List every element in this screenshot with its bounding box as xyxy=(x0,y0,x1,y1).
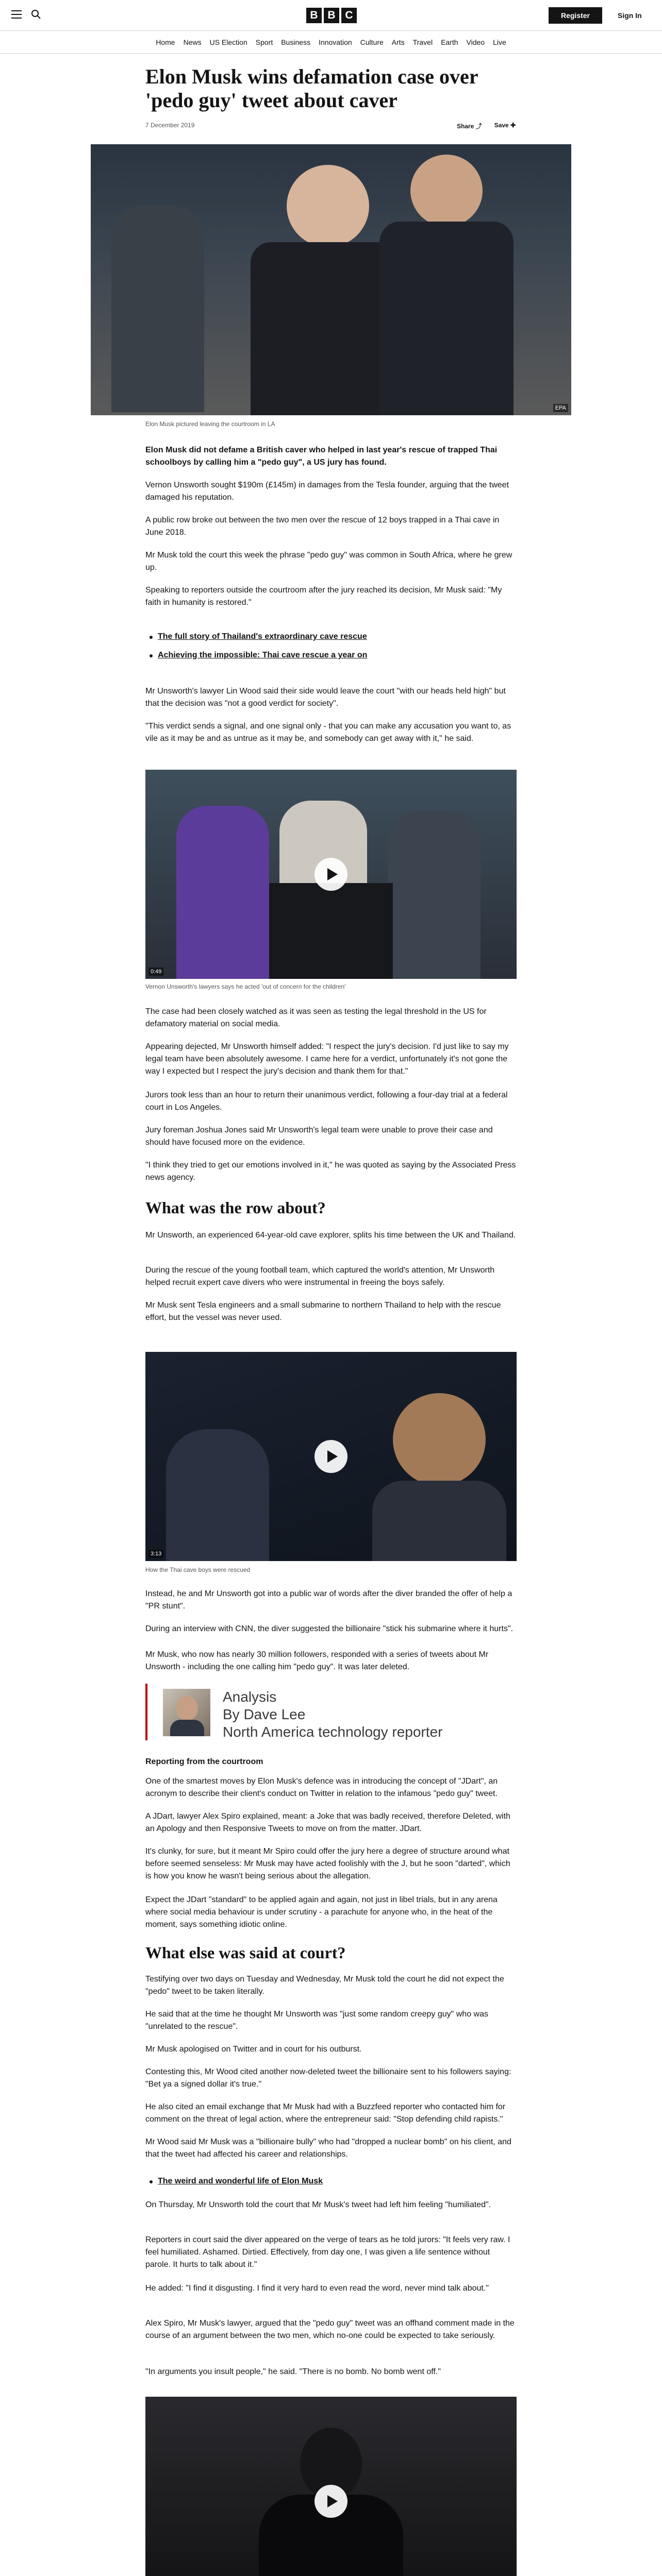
related-link[interactable]: The full story of Thailand's extraordinary cave rescue xyxy=(158,631,514,643)
nav-item[interactable]: Video xyxy=(466,38,485,46)
paragraph: Mr Unsworth, an experienced 64-year-old cave explorer, splits his time between the UK and Thailand. xyxy=(145,1231,516,1240)
register-button[interactable]: Register xyxy=(549,7,602,24)
paragraph: Reporters in court said the diver appeared on the verge of tears as he told jurors: "It feels very raw. I feel humiliated. Ashamed. Dirtied. Effectively, from day one, I was given a life sentence without parole. It hurts to talk about it." xyxy=(145,2235,510,2269)
paragraph: Testifying over two days on Tuesday and Wednesday, Mr Musk told the court he did not expect the "pedo" tweet to be taken literally. xyxy=(145,1975,504,1996)
avatar xyxy=(163,1689,210,1736)
intro-paragraph: Elon Musk did not defame a British caver who helped in last year's rescue of trapped Thai schoolboys by calling him a "pedo guy", a US jury has found. xyxy=(145,446,498,467)
paragraph: During an interview with CNN, the diver suggested the billionaire "stick his submarine where it hurts". xyxy=(145,1624,514,1633)
paragraph: It's clunky, for sure, but it meant Mr Spiro could offer the jury here a degree of structure around what before seemed senseless: Mr Musk may have acted foolishly with the J, but he soon "darted", which is how you know he wasn't being serious about the allegation. xyxy=(145,1847,510,1880)
share-button[interactable]: Share ⤴ xyxy=(457,123,482,130)
paragraph: "In arguments you insult people," he said. "There is no bomb. No bomb went off." xyxy=(145,2367,441,2376)
nav-item[interactable]: Live xyxy=(493,38,506,46)
paragraph: Instead, he and Mr Unsworth got into a public war of words after the diver branded the offer of help a "PR stunt". xyxy=(145,1589,512,1611)
video-caption: How the Thai cave boys were rescued xyxy=(145,1566,251,1573)
paragraph: Mr Wood said Mr Musk was a "billionaire bully" who had "dropped a nuclear bomb" on his client, and that the tweet had affected his career and relationships. xyxy=(145,2138,511,2159)
hero-caption: Elon Musk pictured leaving the courtroom in LA xyxy=(145,420,275,428)
video-player[interactable] xyxy=(145,2397,517,2576)
paragraph: The case had been closely watched as it was seen as testing the legal threshold in the US for defamatory material on social media. xyxy=(145,1007,487,1028)
analysis-heading: Reporting from the courtroom xyxy=(145,1757,263,1766)
paragraph: Mr Musk sent Tesla engineers and a small submarine to northern Thailand to help with the rescue effort, but the vessel was never used. xyxy=(145,1301,501,1322)
section-heading: What else was said at court? xyxy=(145,1943,346,1962)
play-icon[interactable] xyxy=(315,2485,347,2518)
paragraph: During the rescue of the young football team, which captured the world's attention, Mr Unsworth helped recruit expert cave divers who were instrumental in freeing the boys safely. xyxy=(145,1266,495,1287)
nav-item[interactable]: Home xyxy=(156,38,175,46)
nav-item[interactable]: Arts xyxy=(391,38,405,46)
paragraph: Mr Unsworth's lawyer Lin Wood said their side would leave the court "with our heads held high" but that the decision was "not a good verdict for society". xyxy=(145,687,506,708)
paragraph: Alex Spiro, Mr Musk's lawyer, argued that the "pedo guy" tweet was an offhand comment made in the course of an argument between the two men, which no-one could be expected to take seriously. xyxy=(145,2319,515,2340)
hero-image xyxy=(91,144,571,415)
paragraph: One of the smartest moves by Elon Musk's defence was in introducing the concept of "JDart", an acronym to describe their client's conduct on Twitter in relation to the infamous "pedo guy" tweet. xyxy=(145,1777,498,1798)
paragraph: He added: "I find it disgusting. I find it very hard to even read the word, never mind talk about." xyxy=(145,2284,489,2293)
video-player[interactable] xyxy=(145,770,517,979)
paragraph: Jury foreman Joshua Jones said Mr Unsworth's legal team were unable to prove their case and should have focused more on the evidence. xyxy=(145,1126,493,1147)
section-heading: What was the row about? xyxy=(145,1198,326,1217)
analysis-label: Analysis xyxy=(223,1689,277,1705)
paragraph: Jurors took less than an hour to return their unanimous verdict, following a four-day trial at a federal court in Los Angeles. xyxy=(145,1091,508,1112)
nav-item[interactable]: Sport xyxy=(255,38,273,46)
signin-link[interactable]: Sign In xyxy=(618,11,642,20)
bbc-logo[interactable]: B B C xyxy=(306,8,357,23)
nav-item[interactable]: Business xyxy=(281,38,311,46)
paragraph: Mr Musk, who now has nearly 30 million followers, responded with a series of tweets about Mr Unsworth - including the one calling him "pedo guy". It was later deleted. xyxy=(145,1650,489,1671)
video-caption: Vernon Unsworth's lawyers says he acted 'out of concern for the children' xyxy=(145,983,346,990)
nav-item[interactable]: Innovation xyxy=(319,38,352,46)
related-link[interactable]: Achieving the impossible: Thai cave rescue a year on xyxy=(158,649,514,662)
paragraph: Appearing dejected, Mr Unsworth himself added: "I respect the jury's decision. I'd just like to say my legal team have been absolutely awesome. I came here for a verdict, unfortunately it's not gone the way I expected but I respect the jury's decision and thank them for that." xyxy=(145,1042,509,1076)
nav-item[interactable]: Travel xyxy=(412,38,433,46)
video-duration: 3:13 xyxy=(148,1550,163,1558)
paragraph: A public row broke out between the two men over the rescue of 12 boys trapped in a Thai cave in June 2018. xyxy=(145,516,500,537)
paragraph: Speaking to reporters outside the courtroom after the jury reached its decision, Mr Musk said: "My faith in humanity is restored." xyxy=(145,586,502,607)
analysis-box xyxy=(145,1684,517,1740)
video-duration: 0:49 xyxy=(148,968,163,976)
article-date: 7 December 2019 xyxy=(145,122,195,129)
paragraph: Mr Musk told the court this week the phrase "pedo guy" was common in South Africa, where he grew up. xyxy=(145,551,512,572)
article-title: Elon Musk wins defamation case over 'pedo guy' tweet about caver xyxy=(145,65,478,112)
paragraph: He also cited an email exchange that Mr Musk had with a Buzzfeed reporter who contacted him for comment on the threat of legal action, where the entrepreneur said: "Stop defending child rapists." xyxy=(145,2103,506,2124)
paragraph: Vernon Unsworth sought $190m (£145m) in damages from the Tesla founder, arguing that the tweet damaged his reputation. xyxy=(145,481,509,502)
main-nav xyxy=(0,31,662,54)
nav-item[interactable]: News xyxy=(183,38,202,46)
paragraph: He said that at the time he thought Mr Unsworth was "just some random creepy guy" who was "unrelated to the rescue". xyxy=(145,2010,488,2031)
analysis-role: North America technology reporter xyxy=(223,1724,443,1740)
paragraph: On Thursday, Mr Unsworth told the court that Mr Musk's tweet had left him feeling "humiliated". xyxy=(145,2200,491,2209)
play-icon[interactable] xyxy=(315,858,347,891)
image-credit: EPA xyxy=(553,404,568,412)
menu-icon[interactable] xyxy=(11,10,22,19)
play-icon[interactable] xyxy=(315,1440,347,1473)
paragraph: A JDart, lawyer Alex Spiro explained, meant: a Joke that was badly received, therefore Deleted, with an Apology and then Responsive Tweets to move on from the matter. JDart. xyxy=(145,1812,510,1833)
nav-item[interactable]: Culture xyxy=(360,38,384,46)
paragraph: Mr Musk apologised on Twitter and in court for his outburst. xyxy=(145,2045,362,2054)
paragraph: Expect the JDart "standard" to be applied again and again, not just in libel trials, but in any arena where social media behaviour is under scrutiny - a parachute for anyone who, in the heat of the moment, says something idiotic online. xyxy=(145,1895,498,1929)
top-bar xyxy=(0,0,662,31)
analysis-author: By Dave Lee xyxy=(223,1706,306,1722)
search-icon[interactable] xyxy=(31,9,41,20)
nav-item[interactable]: US Election xyxy=(209,38,247,46)
related-link[interactable]: The weird and wonderful life of Elon Musk xyxy=(158,2175,514,2188)
paragraph: Contesting this, Mr Wood cited another now-deleted tweet the billionaire sent to his followers saying: "Bet ya a signed dollar it's true." xyxy=(145,2067,511,2089)
paragraph: "I think they tried to get our emotions involved in it," he was quoted as saying by the Associated Press news agency. xyxy=(145,1161,516,1182)
save-button[interactable]: Save ✚ xyxy=(494,122,516,129)
paragraph: "This verdict sends a signal, and one signal only - that you can make any accusation you want to, as vile as it may be and as untrue as it may be, and somebody can get away with it," he said. xyxy=(145,722,511,743)
video-player[interactable] xyxy=(145,1352,517,1561)
nav-item[interactable]: Earth xyxy=(441,38,458,46)
